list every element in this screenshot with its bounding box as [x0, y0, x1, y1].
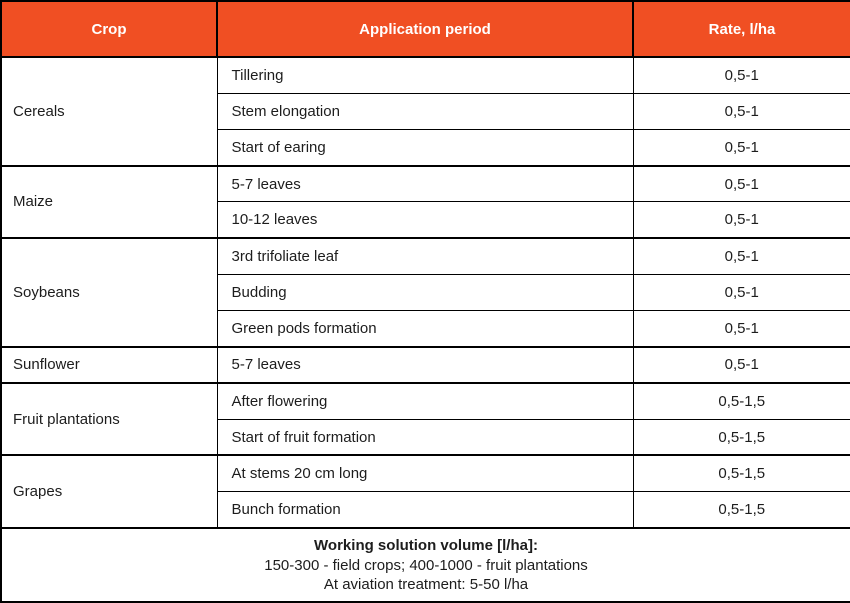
rate-cell: 0,5-1 — [633, 347, 850, 383]
table-row — [1, 347, 850, 383]
crop-cell: Grapes — [1, 455, 217, 528]
period-cell: 5-7 leaves — [217, 347, 633, 383]
rate-cell: 0,5-1 — [633, 129, 850, 165]
rate-cell: 0,5-1 — [633, 166, 850, 202]
rate-cell: 0,5-1 — [633, 57, 850, 93]
period-cell: After flowering — [217, 383, 633, 419]
rate-cell: 0,5-1,5 — [633, 492, 850, 528]
table-row — [1, 455, 850, 491]
period-cell: 3rd trifoliate leaf — [217, 238, 633, 274]
footer-line-aviation: At aviation treatment: 5-50 l/ha — [323, 576, 529, 593]
period-cell: At stems 20 cm long — [217, 455, 633, 491]
period-cell: 10-12 leaves — [217, 202, 633, 238]
rate-cell: 0,5-1 — [633, 238, 850, 274]
crop-cell: Soybeans — [1, 238, 217, 347]
footer-title: Working solution volume [l/ha]: — [314, 537, 538, 554]
period-cell: Green pods formation — [217, 311, 633, 347]
table-header — [1, 1, 850, 57]
rate-cell: 0,5-1 — [633, 93, 850, 129]
crop-cell: Maize — [1, 166, 217, 238]
col-header-application-period: Application period — [217, 1, 633, 57]
period-cell: Tillering — [217, 57, 633, 93]
period-cell: Stem elongation — [217, 93, 633, 129]
rate-cell: 0,5-1,5 — [633, 455, 850, 491]
crop-cell: Cereals — [1, 57, 217, 166]
rate-cell: 0,5-1 — [633, 311, 850, 347]
table-footer — [1, 528, 850, 602]
footer-line-crops: 150-300 - field crops; 400-1000 - fruit plantations — [264, 557, 588, 574]
rate-cell: 0,5-1 — [633, 274, 850, 310]
period-cell: Budding — [217, 274, 633, 310]
table-body — [1, 57, 850, 528]
period-cell: Bunch formation — [217, 492, 633, 528]
col-header-crop: Crop — [1, 1, 217, 57]
period-cell: Start of fruit formation — [217, 419, 633, 455]
rate-cell: 0,5-1,5 — [633, 419, 850, 455]
table-row — [1, 238, 850, 274]
table-row — [1, 57, 850, 93]
crop-cell: Sunflower — [1, 347, 217, 383]
footer-row — [1, 528, 850, 602]
table-row — [1, 383, 850, 419]
crop-cell: Fruit plantations — [1, 383, 217, 455]
col-header-rate: Rate, l/ha — [633, 1, 850, 57]
rate-cell: 0,5-1,5 — [633, 383, 850, 419]
footer-cell — [1, 528, 850, 602]
period-cell: Start of earing — [217, 129, 633, 165]
rate-cell: 0,5-1 — [633, 202, 850, 238]
period-cell: 5-7 leaves — [217, 166, 633, 202]
header-row — [1, 1, 850, 57]
table-row — [1, 166, 850, 202]
